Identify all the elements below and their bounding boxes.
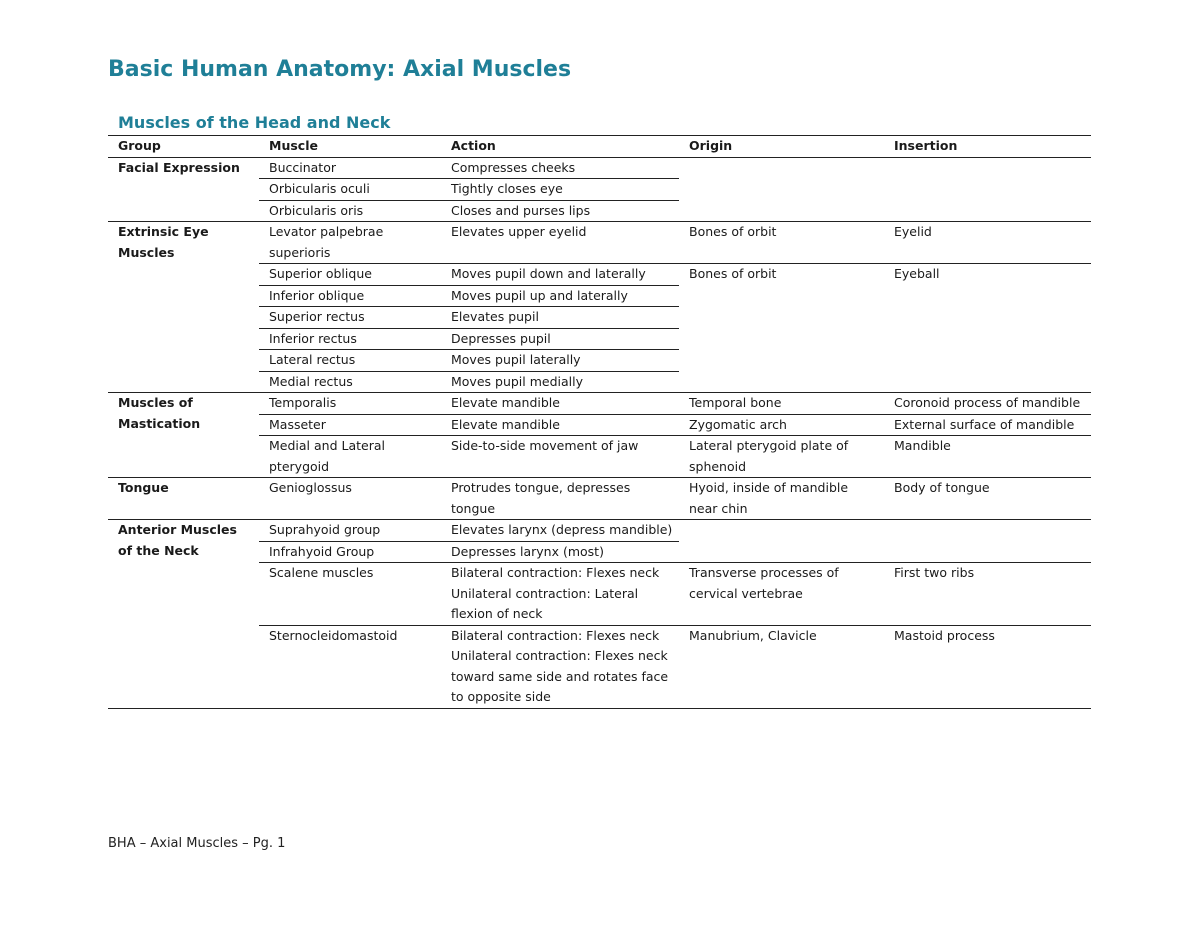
insertion-cell: External surface of mandible — [884, 414, 1091, 436]
insertion-cell: Body of tongue — [884, 478, 1091, 520]
origin-cell: Bones of orbit — [679, 264, 884, 393]
insertion-cell: Coronoid process of mandible — [884, 393, 1091, 415]
origin-cell: Lateral pterygoid plate of sphenoid — [679, 436, 884, 478]
muscle-cell: Masseter — [259, 414, 441, 436]
muscle-cell: Sternocleidomastoid — [259, 625, 441, 708]
group-tongue: Tongue — [108, 478, 259, 520]
insertion-cell: Eyelid — [884, 222, 1091, 264]
table-header-row — [108, 136, 1091, 158]
muscle-cell: Infrahyoid Group — [259, 541, 441, 563]
insertion-cell: Mandible — [884, 436, 1091, 478]
muscle-cell: Buccinator — [259, 157, 441, 179]
muscle-cell: Scalene muscles — [259, 563, 441, 626]
insertion-cell: Eyeball — [884, 264, 1091, 393]
action-cell: Elevates larynx (depress mandible) — [441, 520, 679, 542]
muscle-cell: Inferior oblique — [259, 285, 441, 307]
action-cell — [441, 563, 679, 626]
origin-cell: Temporal bone — [679, 393, 884, 415]
origin-cell: Manubrium, Clavicle — [679, 625, 884, 708]
group-anterior-muscles-of-the-neck: Anterior Muscles of the Neck — [108, 520, 259, 709]
origin-cell: Bones of orbit — [679, 222, 884, 264]
muscle-cell: Levator palpebrae superioris — [259, 222, 441, 264]
action-cell: Elevate mandible — [441, 393, 679, 415]
origin-cell — [679, 520, 884, 563]
action-cell — [441, 625, 679, 708]
action-cell: Closes and purses lips — [441, 200, 679, 222]
table-row — [108, 393, 1091, 415]
action-cell: Moves pupil laterally — [441, 350, 679, 372]
muscle-cell: Temporalis — [259, 393, 441, 415]
group-muscles-of-mastication: Muscles of Mastication — [108, 393, 259, 478]
muscle-table — [108, 135, 1091, 709]
table-row — [108, 478, 1091, 520]
action-unilateral: Unilateral contraction: Flexes neck toward same side and rotates face to opposite side — [451, 648, 669, 704]
muscle-cell: Superior oblique — [259, 264, 441, 286]
action-cell: Moves pupil down and laterally — [441, 264, 679, 286]
action-cell: Side-to-side movement of jaw — [441, 436, 679, 478]
origin-cell — [679, 157, 884, 222]
origin-cell: Hyoid, inside of mandible near chin — [679, 478, 884, 520]
section-title: Muscles of the Head and Neck — [118, 113, 391, 132]
action-cell: Depresses pupil — [441, 328, 679, 350]
header-origin: Origin — [679, 136, 884, 158]
insertion-cell — [884, 157, 1091, 222]
table-row — [108, 520, 1091, 542]
muscle-cell: Genioglossus — [259, 478, 441, 520]
header-insertion: Insertion — [884, 136, 1091, 158]
action-unilateral: Unilateral contraction: Lateral flexion of neck — [451, 585, 639, 621]
header-muscle: Muscle — [259, 136, 441, 158]
action-cell: Moves pupil up and laterally — [441, 285, 679, 307]
table-row — [108, 157, 1091, 179]
page-title: Basic Human Anatomy: Axial Muscles — [108, 57, 572, 82]
action-cell: Protrudes tongue, depresses tongue — [441, 478, 679, 520]
table-row — [108, 222, 1091, 264]
insertion-cell: First two ribs — [884, 563, 1091, 626]
action-cell: Compresses cheeks — [441, 157, 679, 179]
muscle-cell: Medial rectus — [259, 371, 441, 393]
action-cell: Moves pupil medially — [441, 371, 679, 393]
muscle-cell: Medial and Lateral pterygoid — [259, 436, 441, 478]
page-footer: BHA – Axial Muscles – Pg. 1 — [108, 836, 286, 851]
action-cell: Elevates upper eyelid — [441, 222, 679, 264]
muscle-cell: Orbicularis oculi — [259, 179, 441, 201]
insertion-cell: Mastoid process — [884, 625, 1091, 708]
origin-cell: Zygomatic arch — [679, 414, 884, 436]
action-cell: Tightly closes eye — [441, 179, 679, 201]
muscle-cell: Lateral rectus — [259, 350, 441, 372]
action-cell: Elevates pupil — [441, 307, 679, 329]
origin-cell: Transverse processes of cervical vertebrae — [679, 563, 884, 626]
header-action: Action — [441, 136, 679, 158]
group-extrinsic-eye-muscles: Extrinsic Eye Muscles — [108, 222, 259, 393]
muscle-cell: Inferior rectus — [259, 328, 441, 350]
group-facial-expression: Facial Expression — [108, 157, 259, 222]
muscle-cell: Suprahyoid group — [259, 520, 441, 542]
muscle-cell: Superior rectus — [259, 307, 441, 329]
muscle-cell: Orbicularis oris — [259, 200, 441, 222]
action-cell: Depresses larynx (most) — [441, 541, 679, 563]
action-cell: Elevate mandible — [441, 414, 679, 436]
action-bilateral: Bilateral contraction: Flexes neck — [451, 565, 660, 580]
insertion-cell — [884, 520, 1091, 563]
header-group: Group — [108, 136, 259, 158]
action-bilateral: Bilateral contraction: Flexes neck — [451, 627, 660, 643]
